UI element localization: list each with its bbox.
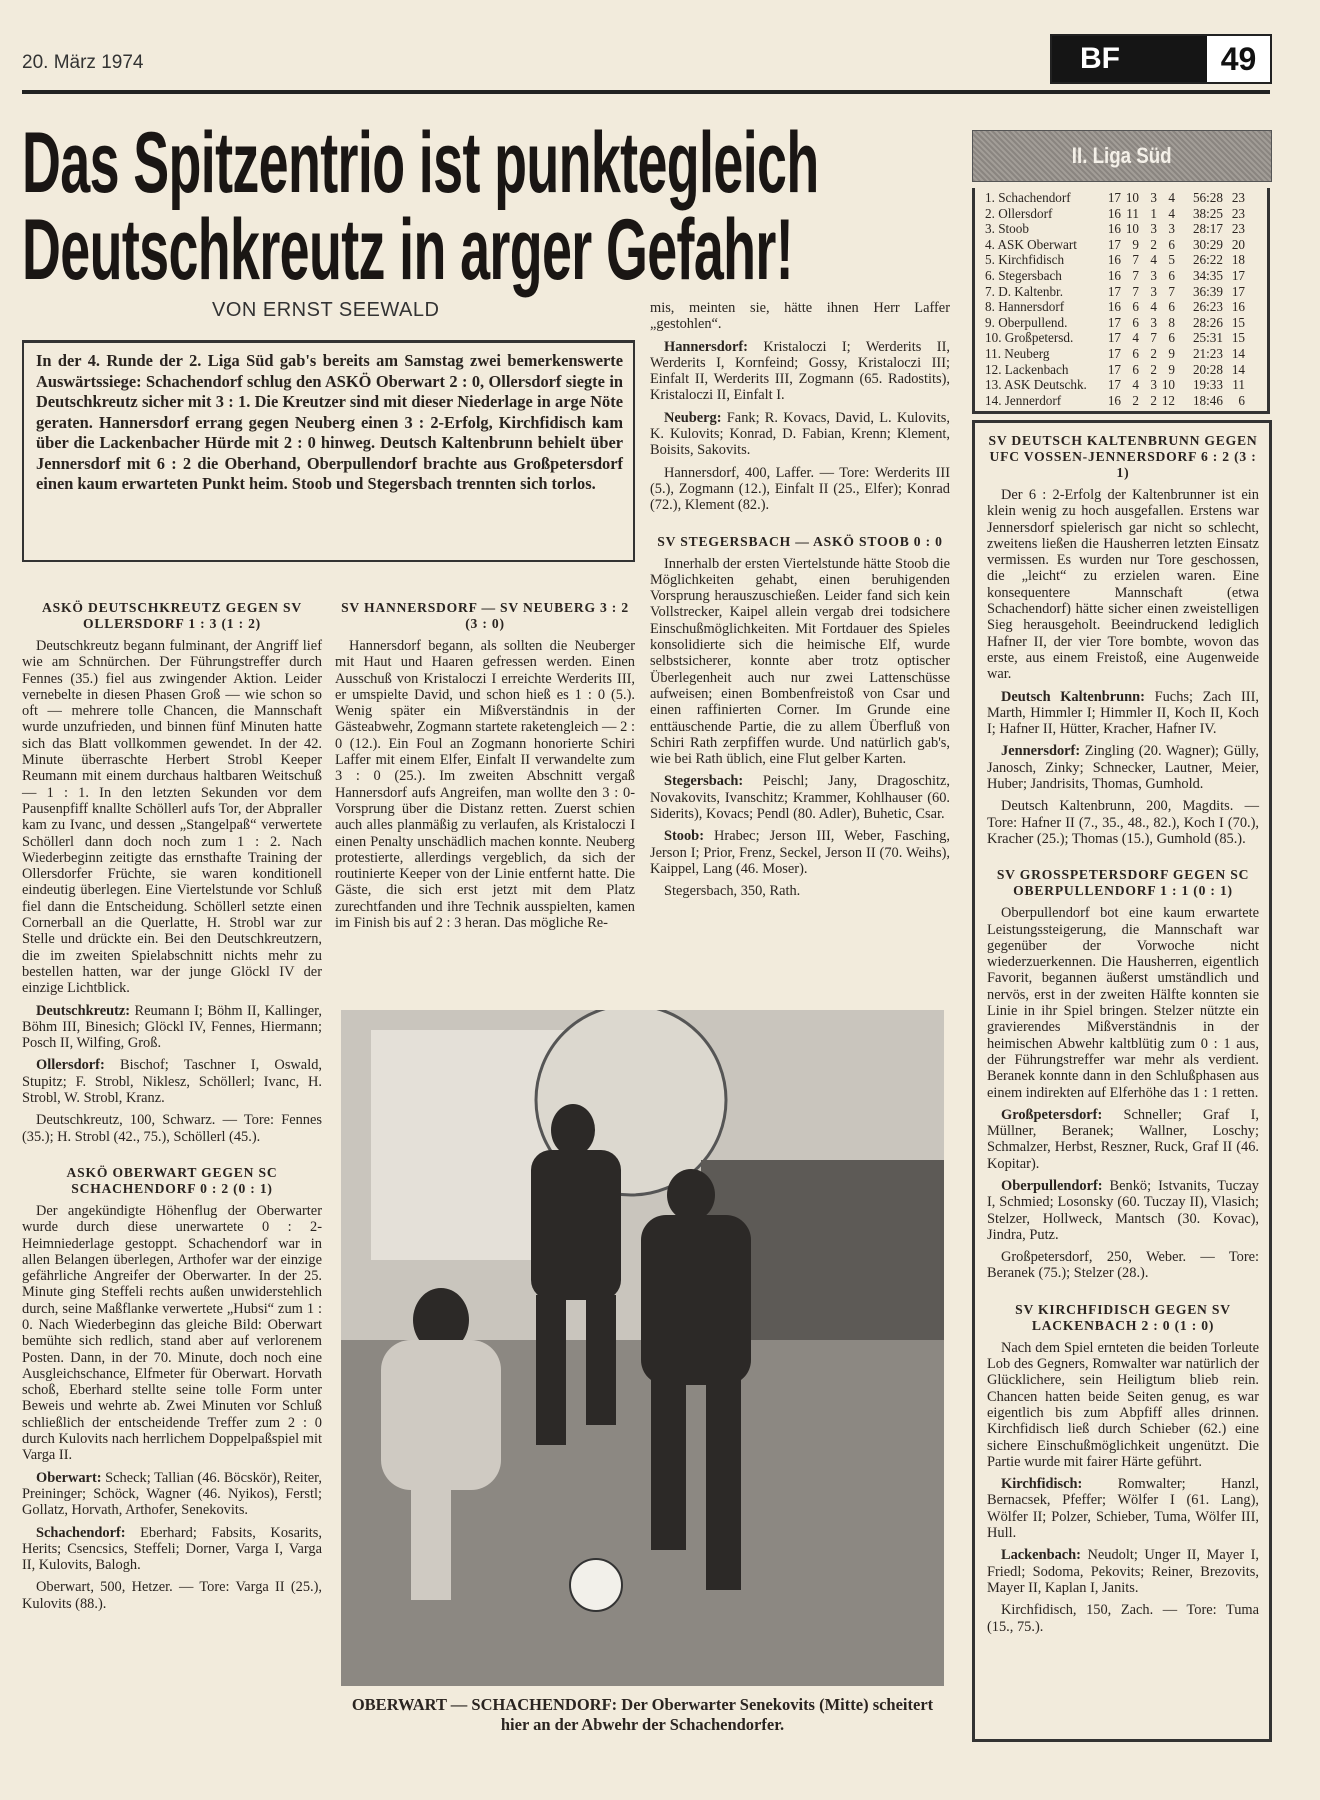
goal-ratio: 34:35: [1192, 267, 1223, 283]
goal-ratio: 26:23: [1192, 299, 1223, 315]
standings-row: [985, 237, 1261, 253]
lineup: [650, 773, 950, 822]
team-name: 8. Hannersdorf: [985, 299, 1065, 315]
points: 14: [1231, 361, 1245, 377]
article-body: Der angekündigte Höhenflug der Oberwarter wurde durch diese unerwartete 0 : 2-Heimniederlage gestoppt. Schachendorf war in allen Belangen überlegen, Arthofer war der einzige gefährliche Angreifer der Oberwarter. In der 25. Minute ging Steffeli rechts außen unwiderstehlich durch, seine Maßflanke verwertete „Hubsi“ zum 1 : 0. Nach Wiederbeginn das gleiche Bild: Oberwart bemühte sich redlich, stand aber auf verlorenem Posten. Dann, in der 70. Minute, doch noch eine Ausgleichschance, Elfmeter für Oberwart. Horvath schoß, Eberhard stellte seine tolle Form unter Beweis und wehrte ab. Zwei Minuten vor Schluß schließlich der entscheidende Treffer zum 2 : 0 durch Kulovits nach herrlichem Doppelpaßspiel mit Varga II.: [22, 1202, 322, 1464]
lineup-team: Deutsch Kaltenbrunn:: [1001, 688, 1145, 705]
points: 14: [1231, 345, 1245, 361]
losses: 6: [1168, 299, 1175, 315]
standings-title-text: II. Liga Süd: [1072, 143, 1172, 168]
lineup-team: Großpetersdorf:: [1001, 1106, 1103, 1123]
lineup: [22, 1003, 322, 1052]
draws: 2: [1150, 236, 1157, 252]
standings-row: [985, 346, 1261, 362]
draws: 3: [1150, 377, 1157, 393]
article-hannersdorf-neuberg-continued: [650, 300, 950, 514]
goal-ratio: 21:23: [1192, 345, 1223, 361]
team-name: 7. D. Kaltenbr.: [985, 283, 1064, 299]
losses: 7: [1168, 283, 1175, 299]
lead-paragraph: In der 4. Runde der 2. Liga Süd gab's bereits am Samstag zwei bemerkenswerte Auswärtssiege: Schachendorf schlug den ASKÖ Oberwart 2 : 0, Ollersdorf siegte in Deutschkreutz sicher mit 3 : 1. Die Kreutzer sind mit dieser Niederlage in arge Nöte geraten. Hannersdorf errang gegen Neuberg einen 3 : 2-Erfolg, Kirchfidisch kam über die Lackenbacher Hürde mit 2 : 0 hinweg. Deutsch Kaltenbrunn behielt über Jennersdorf mit 6 : 2 die Oberhand, Oberpullendorf brachte aus Großpetersdorf einen kaum erwarteten Punkt heim. Stoob und Stegersbach trennten sich torlos.: [22, 340, 635, 562]
lineup-team: Stoob:: [664, 828, 704, 845]
lineup-team: Lackenbach:: [1001, 1547, 1081, 1564]
team-name: 3. Stoob: [985, 221, 1029, 237]
games: 16: [1107, 267, 1121, 283]
team-name: 2. Ollersdorf: [985, 205, 1053, 221]
article-kirchfidisch-lackenbach: [987, 1302, 1259, 1635]
match-summary: Kirchfidisch, 150, Zach. — Tore: Tuma (15., 75.).: [987, 1602, 1259, 1635]
games: 16: [1107, 299, 1121, 315]
lineup: [650, 828, 950, 877]
match-photo: [341, 1010, 944, 1686]
team-name: 14. Jennerdorf: [985, 392, 1062, 408]
lineup-team: Deutschkreutz:: [36, 1002, 131, 1019]
lineup: [987, 1547, 1259, 1596]
goal-ratio: 25:31: [1192, 330, 1223, 346]
draws: 7: [1150, 330, 1157, 346]
standings-row: [985, 330, 1261, 346]
goal-ratio: 20:28: [1192, 361, 1223, 377]
match-summary: Oberwart, 500, Hetzer. — Tore: Varga II (25.), Kulovits (88.).: [22, 1579, 322, 1612]
wins: 6: [1132, 361, 1139, 377]
lineup-team: Stegersbach:: [664, 773, 744, 790]
losses: 9: [1168, 361, 1175, 377]
points: 20: [1231, 236, 1245, 252]
article-body: Deutschkreutz begann fulminant, der Angriff lief wie am Schnürchen. Der Führungstreffer durch Fennes (35.) fiel aus zwingender Aktion. Leider vernebelte in diesen Phasen Groß — wie schon so oft — mehrere tolle Chancen, die Mannschaft wurde unzufrieden, und binnen fünf Minuten hatte sich das Blatt vollkommen gewendet. In der 42. Minute überraschte Herbert Strobl Keeper Reumann mit einem durchaus haltbaren Weitschuß — 1 : 1. In den letzten Sekunden vor dem Pausenpfiff knallte Schöllerl aufs Tor, der Abpraller kam zu Ivanc, und dessen „Stangelpaß“ verwertete Schöllerl dann doch noch zum 1 : 2. Nach Wiederbeginn zeitigte das ernsthafte Training der Ollersdorfer Früchte, sie waren konditionell eindeutig überlegen. Eine Viertelstunde vor Schluß fiel dann die Entscheidung. Schöllerl setzte einen Cornerball an die Querlatte, H. Strobl war zur Stelle und drückte ein. Bei den Deutschkreutzern, die im zweiten Spielabschnitt nichts mehr zu bestellen hatten, war der junge Glöckl IV der einzige Lichtblick.: [22, 638, 322, 997]
draws: 4: [1150, 252, 1157, 268]
goal-ratio: 36:39: [1192, 283, 1223, 299]
column-2: [335, 600, 635, 951]
losses: 4: [1168, 190, 1175, 205]
article-heading: SV GROSSPETERSDORF GEGEN SC OBERPULLENDORF 1 : 1 (0 : 1): [996, 867, 1250, 899]
goal-ratio: 26:22: [1192, 252, 1223, 268]
lineup-players: Romwalter; Hanzl, Bernacsek, Pfeffer; Wölfer I (61. Lang), Wölfer II; Polzer, Schieber, Tuma, Wölfer III, Hull.: [987, 1476, 1259, 1542]
draws: 3: [1150, 190, 1157, 205]
losses: 6: [1168, 330, 1175, 346]
goal-ratio: 28:26: [1192, 314, 1223, 330]
standings-row: [985, 206, 1261, 222]
lineup-team: Jennersdorf:: [1001, 743, 1081, 760]
standings-table: [972, 188, 1270, 414]
lineup-team: Schachendorf:: [36, 1524, 126, 1541]
losses: 6: [1168, 236, 1175, 252]
games: 17: [1107, 345, 1121, 361]
draws: 2: [1150, 361, 1157, 377]
standings-title: [972, 130, 1272, 182]
losses: 4: [1168, 205, 1175, 221]
games: 17: [1107, 330, 1121, 346]
right-column-box: [972, 420, 1272, 1742]
team-name: 6. Stegersbach: [985, 267, 1062, 283]
photo-caption-text: Der Oberwarter Senekovits (Mitte) scheitert hier an der Abwehr der Schachendorfer.: [500, 1695, 934, 1734]
games: 17: [1107, 314, 1121, 330]
lineup-team: Oberpullendorf:: [1001, 1177, 1103, 1194]
losses: 3: [1168, 221, 1175, 237]
standings-row: [985, 284, 1261, 300]
page-badge: [1050, 34, 1272, 84]
standings-row: [985, 252, 1261, 268]
games: 17: [1107, 190, 1121, 205]
match-summary: Hannersdorf, 400, Laffer. — Tore: Werderits III (5.), Zogmann (12.), Einfalt II (25., Elfer); Konrad (72.), Klement (82.).: [650, 464, 950, 514]
column-3: [650, 300, 950, 920]
games: 17: [1107, 377, 1121, 393]
lineup-players: Hrabec; Jerson III, Weber, Fasching, Jerson I; Prior, Frenz, Seckel, Jerson II (70. Weihs), Kaippel, Lang (46. Moser).: [650, 828, 950, 877]
points: 17: [1231, 267, 1245, 283]
lineup: [987, 1107, 1259, 1172]
lineup-players: Reumann I; Böhm II, Kallinger, Böhm III, Binesich; Glöckl IV, Fennes, Hiermann; Posch II, Wilfing, Groß.: [22, 1002, 322, 1052]
draws: 2: [1150, 392, 1157, 408]
draws: 3: [1150, 267, 1157, 283]
match-summary: Deutschkreutz, 100, Schwarz. — Tore: Fennes (35.); H. Strobl (42., 75.), Schöllerl (45.).: [22, 1112, 322, 1145]
points: 23: [1231, 190, 1245, 205]
header-rule: [22, 90, 1270, 94]
wins: 6: [1132, 314, 1139, 330]
lineup-players: Neudolt; Unger II, Mayer I, Friedl; Sodoma, Pekovits; Reiner, Brezovits, Mayer II, Kaplan I, Janits.: [987, 1547, 1259, 1596]
lineup-players: Scheck; Tallian (46. Böcskör), Reiter, Preininger; Schöck, Wagner (46. Nyikos), Ferstl; Gollatz, Horvath, Arthofer, Senekovits.: [22, 1469, 322, 1519]
goal-ratio: 28:17: [1192, 221, 1223, 237]
article-stegersbach-stoob: [650, 534, 950, 900]
losses: 6: [1168, 267, 1175, 283]
page-number: 49: [1207, 36, 1270, 82]
lineup: [987, 689, 1259, 738]
lineup: [22, 1057, 322, 1106]
match-summary: Deutsch Kaltenbrunn, 200, Magdits. — Tore: Hafner II (7., 35., 48., 82.), Koch I (70.), Kracher (25.); Thomas (15.), Gumhold (85.).: [987, 798, 1259, 847]
lineup-team: Ollersdorf:: [36, 1057, 105, 1074]
lineup-team: Kirchfidisch:: [1001, 1476, 1083, 1493]
column-4: [987, 433, 1259, 1635]
article-heading: SV KIRCHFIDISCH GEGEN SV LACKENBACH 2 : 0 (1 : 0): [1015, 1301, 1231, 1333]
lineup: [22, 1525, 322, 1574]
wins: 6: [1132, 345, 1139, 361]
headline-line-1: Das Spitzentrio ist punktegleich: [22, 115, 819, 211]
team-name: 4. ASK Oberwart: [985, 236, 1077, 252]
match-summary: Großpetersdorf, 250, Weber. — Tore: Beranek (75.); Stelzer (28.).: [987, 1249, 1259, 1282]
lineup: [987, 1476, 1259, 1541]
photo-caption: [341, 1695, 944, 1735]
goal-ratio: 38:25: [1192, 205, 1223, 221]
wins: 6: [1132, 299, 1139, 315]
issue-date: 20. März 1974: [22, 52, 144, 73]
lineup-team: Hannersdorf:: [664, 338, 748, 355]
points: 15: [1231, 314, 1245, 330]
losses: 8: [1168, 314, 1175, 330]
draws: 3: [1150, 314, 1157, 330]
article-hannersdorf-neuberg: [335, 600, 635, 931]
column-1: [22, 600, 322, 1632]
games: 17: [1107, 236, 1121, 252]
section-label: BF: [1052, 36, 1207, 82]
wins: 7: [1132, 252, 1139, 268]
article-body-continued: mis, meinten sie, hätte ihnen Herr Laffer „gestohlen“.: [650, 300, 950, 333]
standings-row: [985, 299, 1261, 315]
article-body: Nach dem Spiel ernteten die beiden Torleute Lob des Gegners, Romwalter war natürlich der Glücklichere, sein Heiligtum blieb rein. Chancen hatten beide Seiten genug, es war eigentlich bis zum Abpfiff alles drinnen. Kirchfidisch ließ durch Schieber (62.) eine sichere Einschußmöglichkeit ungenützt. Die Partie wurde mit fairer Härte geführt.: [987, 1339, 1259, 1470]
article-body: Hannersdorf begann, als sollten die Neuberger mit Haut und Haaren gefressen werden. Einen Ausschuß von Kristaloczi I erreichte Werderits III, er umspielte David, und schon hieß es 1 : 0 (5.). Wenig später ein Mißverständnis in der Gästeabwehr, Zogmann startete raketengleich — 2 : 0 (12.). Ein Foul an Zogmann honorierte Schiri Laffer mit einem Elfer, Einfalt II verwandelte zum 3 : 0 (25.). Im zweiten Abschnitt vergaß Hannersdorf aufs Angreifen, man wollte den 3 : 0-Vorsprung über die Distanz retten. Zuerst schien auch alles planmäßig zu verlaufen, als Kristaloczi I einen Penalty unschädlich machen konnte. Neuberg protestierte, allerdings vergeblich, da sich der routinierte Keeper von der Linie entfernt hatte. Die Gäste, die sich erst jetzt mit dem Platz zurechtfanden und ihre Technik ausspielten, kamen im Finish bis auf 2 : 3 heran. Das mögliche Re-: [335, 638, 635, 932]
points: 23: [1231, 221, 1245, 237]
games: 17: [1107, 283, 1121, 299]
headline-line-2: Deutschkreutz in arger Gefahr!: [22, 202, 794, 298]
article-heading: ASKÖ OBERWART GEGEN SC SCHACHENDORF 0 : 2 (0 : 1): [66, 1164, 278, 1196]
lineup-players: Kristaloczi I; Werderits II, Werderits I, Kornfeind; Gossy, Kristaloczi III; Einfalt II, Werderits III, Zogmann (65. Radostits), Kristaloczi II, Einfalt I.: [650, 338, 950, 404]
points: 15: [1231, 330, 1245, 346]
standings-row: [985, 362, 1261, 378]
lineup-players: Benkö; Istvanits, Tuczay I, Schmied; Losonsky (60. Tuczay II), Vlasich; Stelzer, Hollweck, Mantsch (30. Kovac), Jindra, Putz.: [987, 1177, 1259, 1243]
goal-ratio: 56:28: [1192, 190, 1223, 205]
article-oberwart-schachendorf: [22, 1165, 322, 1612]
article-heading: SV HANNERSDORF — SV NEUBERG 3 : 2 (3 : 0): [341, 600, 629, 631]
team-name: 1. Schachendorf: [985, 190, 1071, 205]
standings-row: [985, 221, 1261, 237]
standings-row: [985, 377, 1261, 393]
wins: 4: [1132, 330, 1139, 346]
lineup: [22, 1470, 322, 1519]
points: 18: [1231, 252, 1245, 268]
article-grosspetersdorf-oberpullendorf: [987, 867, 1259, 1282]
lineup-players: Bischof; Taschner I, Oswald, Stupitz; F. Strobl, Niklesz, Schöllerl; Ivanc, H. Strobl, W. Strobl, Kranz.: [22, 1057, 322, 1107]
team-name: 5. Kirchfidisch: [985, 252, 1065, 268]
match-photo-image: [341, 1010, 944, 1686]
lineup-team: Oberwart:: [36, 1469, 102, 1486]
article-deutschkreutz-ollersdorf: [22, 600, 322, 1145]
standings-row: [985, 190, 1261, 206]
wins: 7: [1132, 283, 1139, 299]
draws: 2: [1150, 345, 1157, 361]
lineup: [650, 410, 950, 459]
losses: 10: [1161, 377, 1175, 393]
goal-ratio: 30:29: [1192, 236, 1223, 252]
lineup: [987, 743, 1259, 792]
lineup-players: Eberhard; Fabsits, Kosarits, Herits; Csencsics, Steffeli; Dorner, Varga I, Varga II, Kulovits, Balogh.: [22, 1524, 322, 1574]
points: 23: [1231, 205, 1245, 221]
article-heading: ASKÖ DEUTSCHKREUTZ GEGEN SV OLLERSDORF 1 : 3 (1 : 2): [42, 600, 302, 631]
wins: 9: [1132, 236, 1139, 252]
team-name: 10. Großpetersd.: [985, 330, 1074, 346]
lineup-players: Zingling (20. Wagner); Gülly, Janosch, Zinky; Schnecker, Lautner, Meier, Huber; Jandrisits, Thomas, Gumhold.: [987, 743, 1259, 793]
lineup: [987, 1178, 1259, 1243]
games: 16: [1107, 221, 1121, 237]
games: 17: [1107, 361, 1121, 377]
byline: VON ERNST SEEWALD: [212, 299, 440, 321]
standings-row: [985, 393, 1261, 409]
article-body: Der 6 : 2-Erfolg der Kaltenbrunner ist ein klein wenig zu hoch ausgefallen. Erstens war Jennersdorf spielerisch gar nicht so schlecht, zweitens ließen die Hausherren letzten Einsatz vermissen. Es wurden nur Tore geschossen, die „leicht“ zu erzielen waren. Eine konsequentere Mannschaft (etwa Schachendorf) hätte sicher einen zweistelligen Sieg herausgeholt. Beeindruckend lediglich Hafner II, der vier Tore bombte, wovon das erste, aus einem Freistoß, eine Augenweide war.: [987, 487, 1259, 683]
losses: 5: [1168, 252, 1175, 268]
wins: 11: [1126, 205, 1139, 221]
lineup-players: Peischl; Jany, Dragoschitz, Novakovits, Ivanschitz; Krammer, Kohlhauser (60. Siderits), Kovacs; Pendl (80. Adler), Buhetic, Csar.: [650, 773, 950, 823]
draws: 3: [1150, 221, 1157, 237]
article-body: Oberpullendorf bot eine kaum erwartete Leistungssteigerung, die Mannschaft war gegenüber der Vorwoche nicht wiederzuerkennen. Die Hausherren, eigentlich Favorit, begannen äußerst umständlich und nervös, erst in der zweiten Hälfte konnten sie Linie in ihr Spiel bringen. Stelzer nützte ein gravierendes Mißverständnis in der heimischen Abwehr kaltblütig zum 0 : 1 aus, der Führungstreffer war mehr als verdient. Beranek konnte dann in den Schlußphasen aus einem indirekten auf Elferhöhe das 1 : 1 retten.: [987, 905, 1259, 1101]
article-heading: SV DEUTSCH KALTENBRUNN GEGEN UFC VOSSEN-JENNERSDORF 6 : 2 (3 : 1): [988, 433, 1258, 480]
match-summary: Stegersbach, 350, Rath.: [664, 883, 801, 900]
wins: 4: [1132, 377, 1139, 393]
article-body: Innerhalb der ersten Viertelstunde hätte Stoob die Möglichkeiten gehabt, einen beruhigenden Vorsprung herauszuschießen. Leider fand sich kein Vollstrecker, Kaipel allein vergab drei todsichere Einschußmöglichkeiten. Mit Fortdauer des Spieles konsolidierte sich die heimische Elf, wurde selbstsicherer, konnte aber trotz optischer Überlegenheit auch nur zwei Lattenschüsse aufweisen; einen Bombenfreistoß von Csar und einen raffinierten Corner. Im Grunde eine enttäuschende Partie, die zu allem Überfluß von Schiri Rath zerpfiffen wurde. Und natürlich gab's, wie bei Rath üblich, eine Flut gelber Karten.: [650, 555, 950, 768]
draws: 3: [1150, 283, 1157, 299]
goal-ratio: 18:46: [1192, 392, 1223, 408]
lineup-players: Fank; R. Kovacs, David, L. Kulovits, K. Kulovits; Konrad, D. Fabian, Krenn; Klement, Boisits, Sakovits.: [650, 409, 950, 459]
photo-caption-lead: OBERWART — SCHACHENDORF:: [351, 1695, 618, 1714]
games: 16: [1107, 252, 1121, 268]
losses: 9: [1168, 345, 1175, 361]
losses: 12: [1161, 392, 1175, 408]
draws: 4: [1150, 299, 1157, 315]
goal-ratio: 19:33: [1192, 377, 1223, 393]
standings-row: [985, 268, 1261, 284]
standings-row: [985, 315, 1261, 331]
wins: 2: [1132, 392, 1139, 408]
points: 6: [1238, 392, 1245, 408]
lineup: [650, 339, 950, 404]
draws: 1: [1150, 205, 1157, 221]
points: 11: [1232, 377, 1245, 393]
wins: 10: [1125, 190, 1139, 205]
lineup-players: Schneller; Graf I, Müllner, Beranek; Wallner, Loschy; Schmalzer, Herbst, Reszner, Ruck, Graf II (46. Kopitar).: [987, 1106, 1259, 1172]
wins: 10: [1125, 221, 1139, 237]
lineup-team: Neuberg:: [664, 409, 722, 426]
team-name: 13. ASK Deutschk.: [985, 377, 1087, 393]
points: 16: [1231, 299, 1245, 315]
points: 17: [1231, 283, 1245, 299]
team-name: 9. Oberpullend.: [985, 314, 1068, 330]
wins: 7: [1132, 267, 1139, 283]
team-name: 11. Neuberg: [985, 345, 1050, 361]
games: 16: [1107, 392, 1121, 408]
team-name: 12. Lackenbach: [985, 361, 1069, 377]
article-heading: SV STEGERSBACH — ASKÖ STOOB 0 : 0: [657, 533, 943, 549]
article-kaltenbrunn-jennersdorf: [987, 433, 1259, 847]
games: 16: [1107, 205, 1121, 221]
lineup-players: Fuchs; Zach III, Marth, Himmler I; Himmler II, Koch II, Koch I; Hafner II, Hütter, Kracher, Hafner IV.: [987, 688, 1259, 738]
